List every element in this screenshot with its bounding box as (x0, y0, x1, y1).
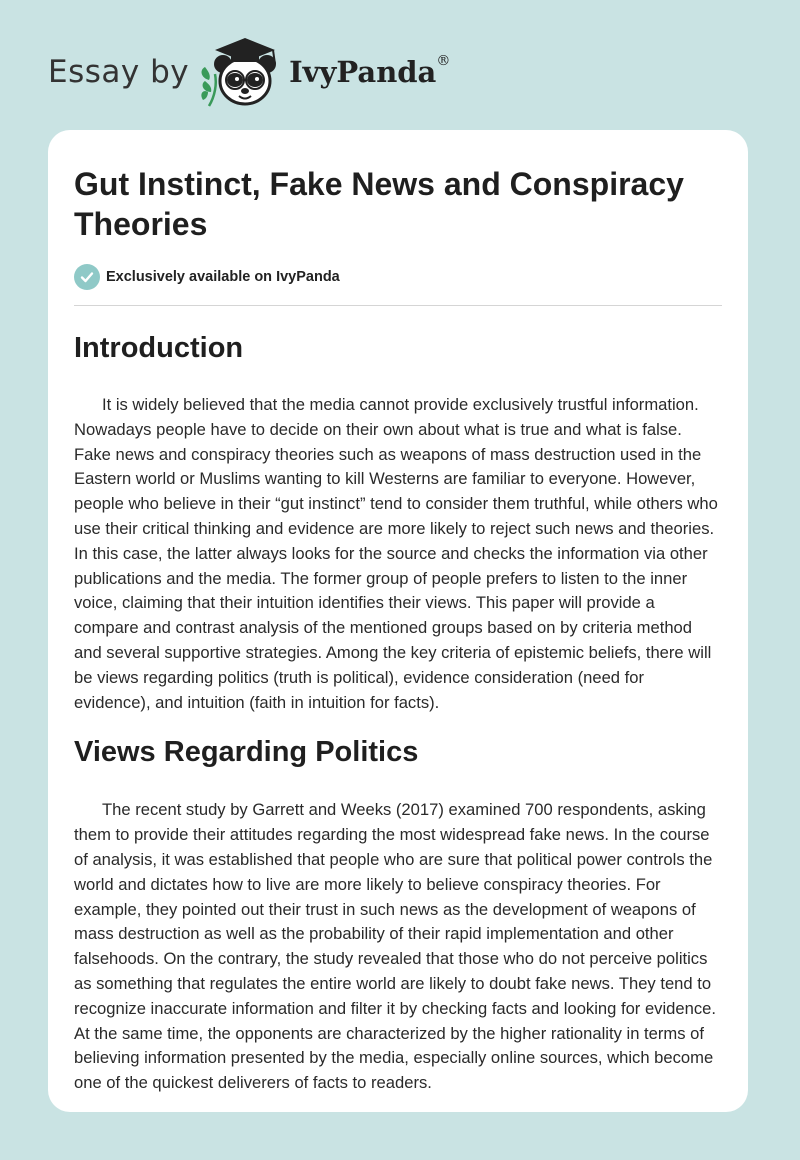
ivy-leaf-icon (201, 67, 215, 106)
section-paragraph-views-regarding-politics: The recent study by Garrett and Weeks (2017) examined 700 respondents, asking them to provide their attitudes regarding the most widespread fake news. In the course of analysis, it was established that people who are sure that political power controls the world and dictates how to live are more likely to believe conspiracy theories. For example, they pointed out their trust in such news as the development of weapons of mass destruction as well as the probability of their rapid implementation and other falsehoods. On the contrary, the study revealed that those who do not perceive politics as something that regulates the entire world are likely to doubt fake news. They tend to recognize inaccurate information and filter it by checking facts and looking for evidence. At the same time, the opponents are characterized by the higher rationality in terms of believing information presented by the media, especially online sources, which become one of the quickest deliverers of facts to readers. (74, 800, 716, 1093)
panda-logo-icon[interactable] (195, 34, 287, 110)
exclusive-badge (74, 264, 722, 290)
site-header (48, 32, 450, 112)
section-heading-views-regarding-politics: Views Regarding Politics (74, 736, 419, 769)
brand-text: IvyPanda (289, 55, 437, 89)
section-paragraph-introduction: It is widely believed that the media cannot provide exclusively trustful information. Nowadays people have to decide on their own about what is true and what is false. Fake news and conspiracy theories such as weapons of mass destruction used in the Eastern world or Muslims wanting to kill Westerns are familiar to everyone. However, people who believe in their “gut instinct” tend to consider them truthful, while others who use their critical thinking and evidence are more likely to reject such news and theories. In this case, the latter always looks for the source and checks the information via other publications and the media. The former group of people prefers to listen to the inner voice, claiming that their intuition identifies their views. This paper will provide a compare and contrast analysis of the mentioned groups based on by criteria method and several supportive strategies. Among the key criteria of epistemic beliefs, there will be views regarding politics (truth is political), evidence consideration (need for evidence), and intuition (faith in intuition for facts). (74, 395, 718, 712)
essay-by-label: Essay by (48, 54, 190, 90)
article-title: Gut Instinct, Fake News and Conspiracy Theories (74, 166, 684, 242)
article-card (48, 130, 748, 1112)
check-icon (74, 264, 100, 290)
badge-label: Exclusively available on IvyPanda (106, 269, 340, 285)
divider (74, 305, 722, 306)
brand-name[interactable] (289, 55, 450, 89)
section-heading-introduction: Introduction (74, 332, 244, 364)
trademark-symbol: ® (436, 53, 451, 69)
